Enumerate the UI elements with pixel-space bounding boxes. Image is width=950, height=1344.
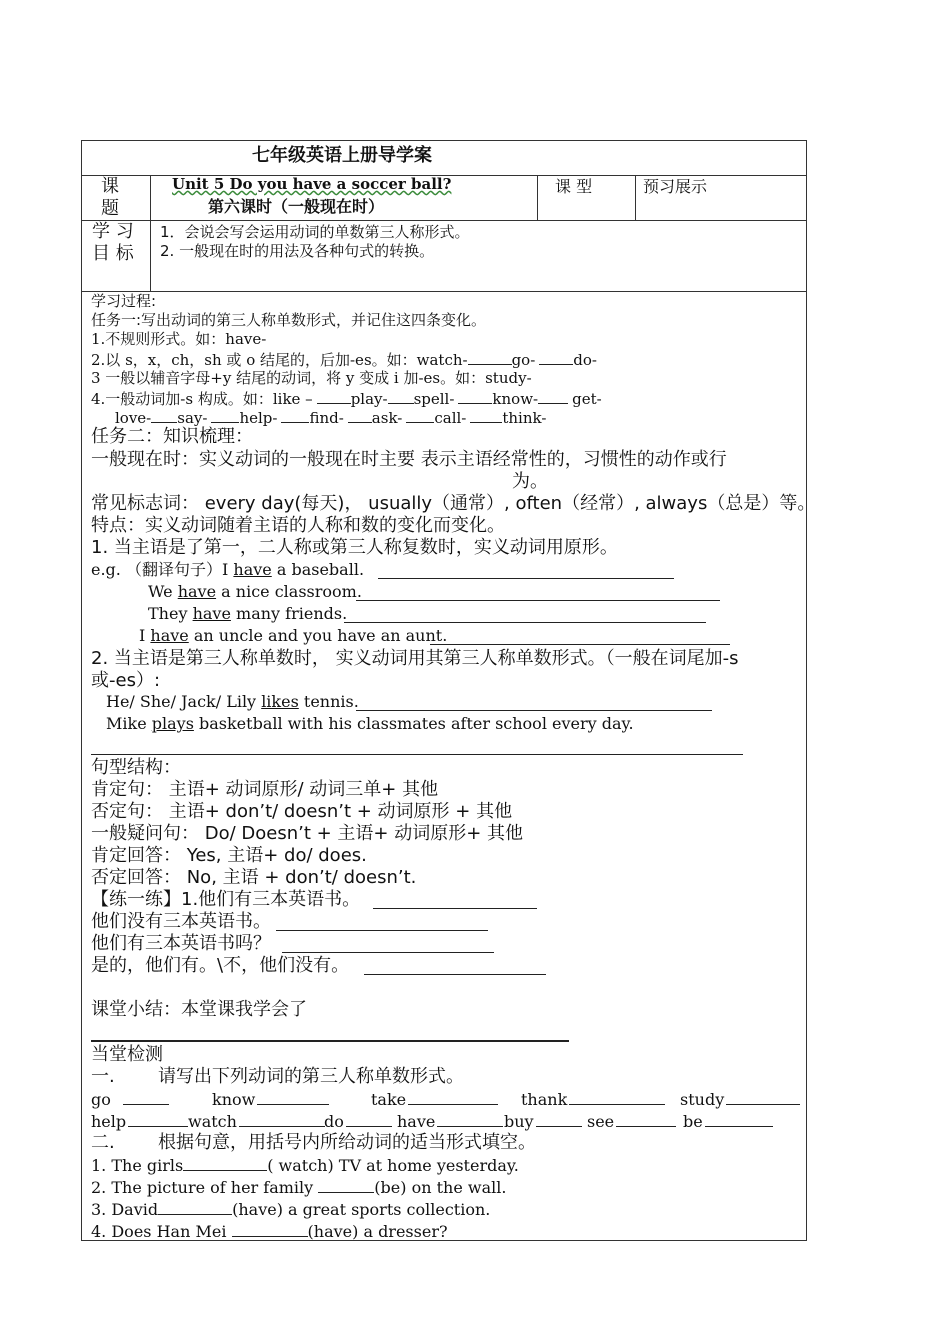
structure-no-answer: 否定回答： No, 主语 + don’t/ doesn’t. — [91, 867, 417, 888]
practice-item: 是的，他们有。\不，他们没有。 — [91, 955, 350, 976]
practice-item: 【练一练】1.他们有三本英语书。 — [91, 889, 361, 910]
lesson-title: 第六课时（一般现在时） — [208, 197, 385, 216]
test-heading: 当堂检测 — [91, 1044, 163, 1065]
rule-line: 4.一般动词加-s 构成。如：like – play- spell- know- get- — [91, 390, 602, 408]
example-sentence: They have many friends. — [148, 604, 348, 623]
practice-item: 他们没有三本英语书。 — [91, 911, 271, 932]
goal-label: 目 标 — [92, 243, 134, 264]
word-item: study — [680, 1090, 800, 1109]
answer-line — [356, 710, 712, 711]
goal-item: 1．会说会写会运用动词的单数第三人称形式。 — [160, 223, 470, 241]
word-item: help — [91, 1112, 188, 1131]
part2-instruction: 根据句意，用括号内所给动词的适当形式填空。 — [158, 1132, 536, 1153]
answer-line — [344, 622, 706, 623]
answer-line — [364, 974, 546, 975]
word-item: take — [371, 1090, 498, 1109]
structure-heading: 句型结构： — [91, 757, 181, 778]
rule-line: 1.不规则形式。如：have- — [91, 330, 267, 348]
column-divider — [635, 175, 636, 220]
question-item: 3. David (have) a great sports collection. — [91, 1200, 491, 1219]
answer-line — [91, 754, 743, 755]
structure-affirmative: 肯定句： 主语+ 动词原形/ 动词三单+ 其他 — [91, 779, 439, 800]
rule-line: love- say- help- find- ask- call- think- — [115, 409, 547, 427]
structure-yes-answer: 肯定回答： Yes, 主语+ do/ does. — [91, 845, 367, 866]
word-item: go — [91, 1090, 169, 1109]
question-item: 1. The girls ( watch) TV at home yesterday. — [91, 1156, 519, 1175]
answer-line — [91, 1040, 569, 1042]
rule-line: 3 一般以辅音字母+y 结尾的动词，将 y 变成 i 加-es。如：study- — [91, 369, 532, 387]
example-sentence: We have a nice classroom. — [148, 582, 362, 601]
type-label: 课 型 — [555, 177, 593, 196]
part2-number: 二. — [91, 1132, 115, 1153]
column-divider — [150, 175, 151, 291]
signal-words: 常见标志词： every day(每天)， usually（通常）, often（经常）, always（总是）等。 — [91, 493, 816, 514]
answer-line — [378, 578, 674, 579]
unit-title: Unit 5 Do you have a soccer ball? — [172, 175, 452, 193]
answer-line — [373, 908, 537, 909]
definition-text: 为。 — [512, 471, 548, 492]
part1-instruction: 请写出下列动词的第三人称单数形式。 — [158, 1066, 464, 1087]
answer-line — [282, 952, 494, 953]
answer-line — [276, 930, 488, 931]
word-item: be — [683, 1112, 773, 1131]
example-sentence: e.g. （翻译句子）I have a baseball. — [91, 560, 365, 579]
structure-negative: 否定句： 主语+ don’t/ doesn’t + 动词原形 + 其他 — [91, 801, 513, 822]
topic-label: 课 — [101, 176, 119, 197]
row-divider — [82, 291, 806, 292]
point-2: 或-es）: — [91, 670, 161, 691]
point-2: 2. 当主语是第三人称单数时， 实义动词用其第三人称单数形式。（一般在词尾加-s — [91, 648, 739, 669]
row-divider — [82, 220, 806, 221]
practice-item: 他们有三本英语书吗？ — [91, 933, 271, 954]
question-item: 4. Does Han Mei (have) a dresser? — [91, 1222, 448, 1241]
column-divider — [537, 175, 538, 220]
goal-item: 2. 一般现在时的用法及各种句式的转换。 — [160, 242, 435, 260]
answer-line — [430, 644, 730, 645]
word-item: know — [212, 1090, 329, 1109]
process-heading: 学习过程: — [91, 292, 157, 310]
type-value: 预习展示 — [643, 177, 708, 196]
page-title: 七年级英语上册导学案 — [252, 145, 432, 166]
point-1: 1. 当主语是了第一，二人称或第三人称复数时，实义动词用原形。 — [91, 537, 618, 558]
topic-label: 题 — [101, 198, 119, 219]
summary-text: 课堂小结：本堂课我学会了 — [91, 999, 307, 1020]
goal-label: 学 习 — [92, 221, 134, 242]
question-item: 2. The picture of her family (be) on the wall. — [91, 1178, 507, 1197]
word-item: buy — [504, 1112, 582, 1131]
rule-line: 2.以 s，x，ch，sh 或 o 结尾的，后加-es。如：watch- go- do- — [91, 351, 597, 369]
part1-number: 一. — [91, 1066, 115, 1087]
word-item: do — [324, 1112, 392, 1131]
feature-text: 特点：实义动词随着主语的人称和数的变化而变化。 — [91, 515, 505, 536]
task1-heading: 任务一:写出动词的第三人称单数形式，并记住这四条变化。 — [91, 311, 487, 329]
example-sentence: Mike plays basketball with his classmates after school every day. — [106, 714, 634, 733]
word-item: see — [587, 1112, 676, 1131]
example-sentence: I have an uncle and you have an aunt. — [139, 626, 448, 645]
definition-text: 一般现在时：实义动词的一般现在时主要 表示主语经常性的，习惯性的动作或行 — [91, 449, 727, 470]
word-item: watch — [188, 1112, 325, 1131]
task2-heading: 任务二：知识梳理： — [91, 426, 253, 447]
word-item: have — [397, 1112, 503, 1131]
example-sentence: He/ She/ Jack/ Lily likes tennis. — [106, 692, 359, 711]
answer-line — [356, 600, 720, 601]
structure-question: 一般疑问句： Do/ Doesn’t + 主语+ 动词原形+ 其他 — [91, 823, 524, 844]
word-item: thank — [521, 1090, 665, 1109]
